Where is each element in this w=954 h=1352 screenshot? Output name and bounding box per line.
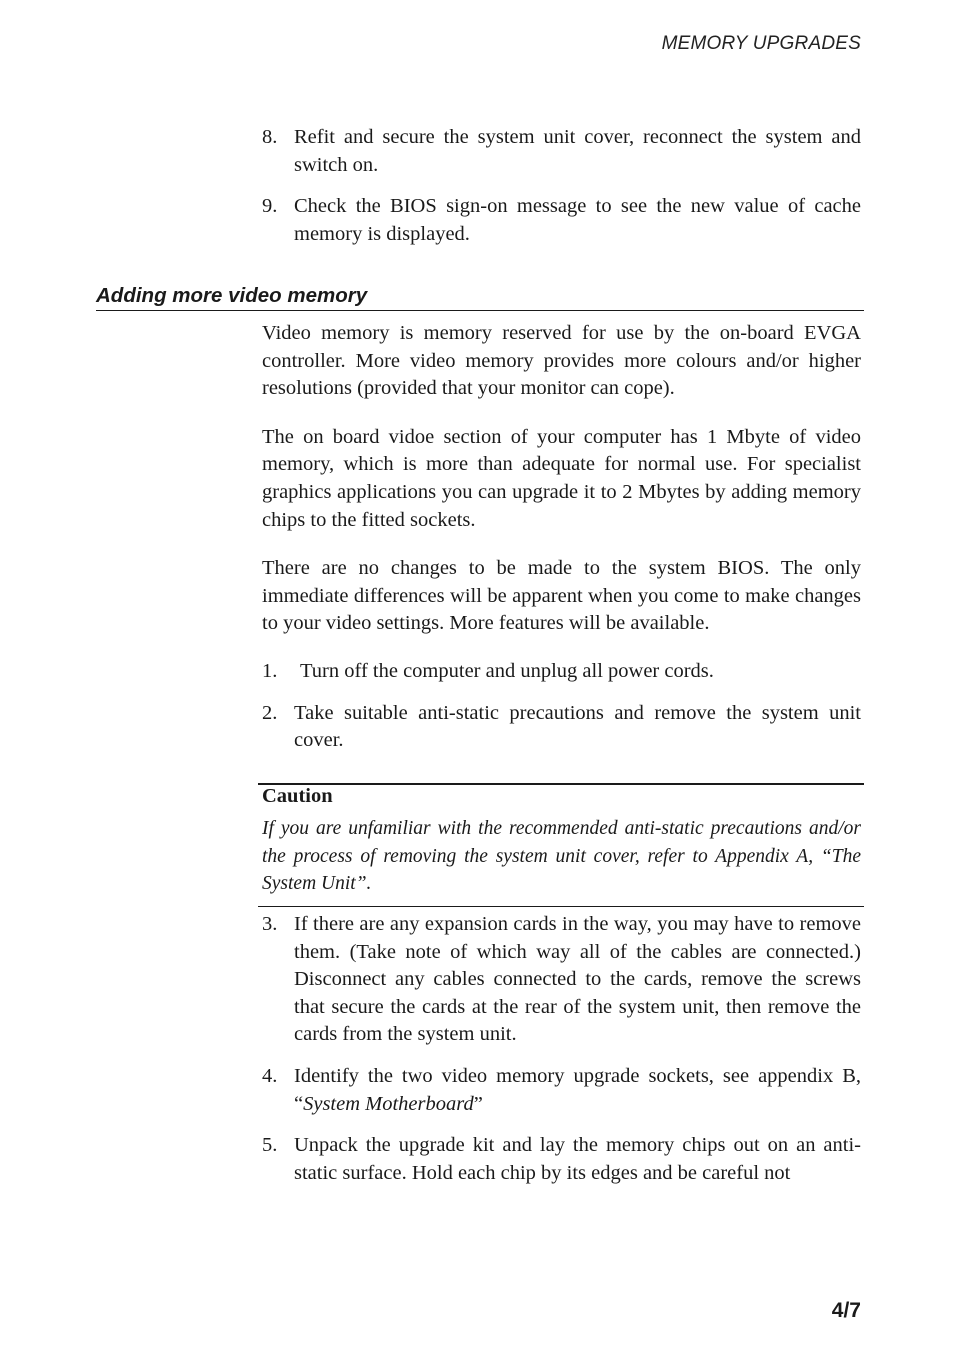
- list-item: [262, 124, 861, 179]
- list-number: 2.: [262, 701, 278, 724]
- steps-a: [262, 658, 861, 755]
- section-heading: Adding more video memory: [96, 282, 864, 311]
- paragraph: Video memory is memory reserved for use by the on-board EVGA controller. More video memory provides more colours and/or higher resolutions (provided that your monitor can cope).: [262, 322, 861, 400]
- list-number: 4.: [262, 1064, 278, 1087]
- list-text-after: ”: [473, 1092, 483, 1115]
- caution-box: [258, 783, 864, 907]
- list-item: [262, 193, 861, 248]
- list-number: 1.: [262, 660, 278, 682]
- section-body: [262, 320, 861, 638]
- caution-text: If you are unfamiliar with the recommended anti-static precautions and/or the process of removing the system unit cover, refer to Appendix A, “The System Unit”.: [262, 818, 861, 895]
- list-item: [262, 911, 861, 1049]
- list-text: Turn off the computer and unplug all power cords.: [300, 660, 714, 682]
- list-number: 9.: [262, 195, 278, 218]
- steps-top: [262, 124, 861, 248]
- list-text: If there are any expansion cards in the way, you may have to remove them. (Take note of which way all of the cables are connected.) Disconnect any cables connected to the cards, remove the screws that secure the cards at the rear of the system unit, then remove the cards from the system unit.: [294, 913, 861, 1046]
- paragraph: There are no changes to be made to the system BIOS. The only immediate differences will be apparent when you come to make changes to your video settings. More features will be available.: [262, 557, 861, 635]
- list-number: 8.: [262, 126, 278, 148]
- list-item: [262, 1063, 861, 1118]
- page-number: 4/7: [831, 1299, 861, 1322]
- paragraph: The on board vidoe section of your computer has 1 Mbyte of video memory, which is more than adequate for normal use. For specialist graphics applications you can upgrade it to 2 Mbytes by adding memory chips to the fitted sockets.: [262, 425, 861, 531]
- appendix-reference: System Motherboard: [303, 1092, 474, 1115]
- steps-b: [262, 911, 861, 1187]
- list-item: [262, 658, 861, 686]
- caution-title: Caution: [262, 785, 333, 807]
- list-number: 5.: [262, 1134, 278, 1157]
- list-text: Unpack the upgrade kit and lay the memory chips out on an anti-static surface. Hold each chip by its edges and be careful not: [294, 1134, 861, 1184]
- list-text: Refit and secure the system unit cover, reconnect the system and switch on.: [294, 126, 861, 176]
- list-number: 3.: [262, 913, 278, 935]
- list-item: [262, 700, 861, 755]
- list-text: Check the BIOS sign-on message to see the new value of cache memory is displayed.: [294, 195, 861, 245]
- list-item: [262, 1132, 861, 1187]
- list-text-before: Identify the two video memory upgrade sockets, see appendix B, “: [294, 1064, 861, 1115]
- running-head: MEMORY UPGRADES: [661, 33, 861, 54]
- list-text: Take suitable anti-static precautions and remove the system unit cover.: [294, 701, 861, 752]
